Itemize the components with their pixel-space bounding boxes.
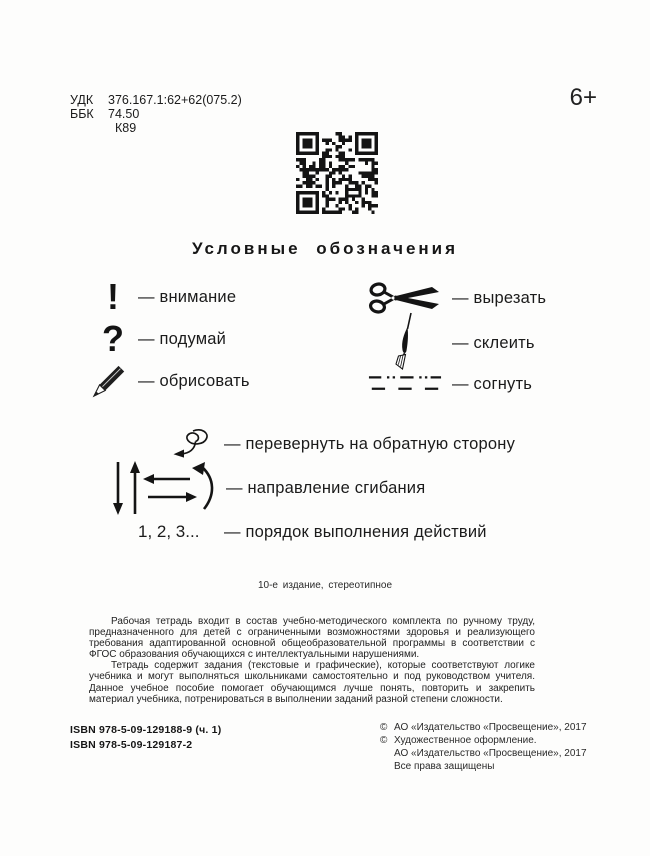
bibliographic-block <box>70 93 242 135</box>
legend-label-cut: — вырезать <box>452 288 547 307</box>
question-icon: ? <box>102 318 124 359</box>
numbers-icon: 1, 2, 3... <box>138 522 200 541</box>
legend-item-think <box>98 320 226 358</box>
udk-label: УДК <box>70 93 94 107</box>
exclamation-icon: ! <box>107 276 119 317</box>
annotation-paragraph-2: Тетрадь содержит задания (текстовые и графические), которые соответствуют логике учебника и могут выполняться школьниками самостоятельно и под руководством учителя. Данное учебное пособие помогает обучающимся лучше понять, повторить и закрепить материал учебника, потренироваться в выполнении заданий разной степени сложности. <box>89 660 535 705</box>
annotation-paragraph-1: Рабочая тетрадь входит в состав учебно-методического комплекта по ручному труду, предназначенного для детей с ограниченными возможностями здоровья и реализующего требования адаптированной основной общеобразовательной программы в соответствии с ФГОС образования обучающихся с интеллектуальными нарушениями. <box>89 616 535 661</box>
legend-label-order: — порядок выполнения действий <box>224 522 487 541</box>
isbn-block <box>70 723 221 752</box>
legend-title: Условные обозначения <box>191 239 459 258</box>
udk-value: 376.167.1:62+62(075.2) <box>108 93 242 107</box>
copyright-icon: © <box>380 735 388 746</box>
legend-label-glue: — склеить <box>452 333 535 352</box>
copyright-line: Все права защищены <box>394 761 495 772</box>
bbk-label: ББК <box>70 107 94 121</box>
legend-item-cut <box>368 281 546 315</box>
glue-brush-icon <box>368 312 442 374</box>
qr-code <box>296 132 378 214</box>
qr-code-icon <box>296 132 378 214</box>
legend-label-attention: — внимание <box>138 287 237 306</box>
copyright-line: © АО «Издательство «Просвещение», 2017 <box>380 722 587 733</box>
legend-item-glue <box>368 312 535 374</box>
legend-item-attention <box>98 278 236 316</box>
annotation-block <box>89 616 535 705</box>
legend-label-trace: — обрисовать <box>138 371 250 390</box>
legend-label-fold-direction: — направление сгибания <box>226 478 426 497</box>
legend-item-trace <box>92 362 250 400</box>
legend-label-fold: — согнуть <box>452 374 533 393</box>
copyright-line: АО «Издательство «Просвещение», 2017 <box>394 748 587 759</box>
legend-item-fold-direction <box>112 459 425 517</box>
age-rating-badge: 6+ <box>569 84 597 111</box>
scissors-icon <box>368 281 442 315</box>
legend-label-think: — подумай <box>138 329 227 348</box>
pencil-icon <box>92 363 128 399</box>
copyright-icon: © <box>380 722 388 733</box>
legend-item-fold <box>368 372 532 396</box>
fold-direction-arrows-icon <box>112 459 216 517</box>
isbn-line-1: ISBN 978-5-09-129188-9 (ч. 1) <box>70 724 222 736</box>
copyright-line: © Художественное оформление. <box>380 735 537 746</box>
bbk-value: 74.50 <box>108 107 140 121</box>
fold-line-icon <box>368 372 442 396</box>
legend-item-order <box>138 520 487 544</box>
legend-label-flip: — перевернуть на обратную сторону <box>224 434 516 453</box>
copyright-block <box>380 721 587 773</box>
isbn-line-2: ISBN 978-5-09-129187-2 <box>70 738 193 751</box>
flip-arrow-icon <box>170 424 214 464</box>
edition-note: 10-е издание, стереотипное <box>257 580 393 591</box>
book-code: К89 <box>115 121 137 135</box>
